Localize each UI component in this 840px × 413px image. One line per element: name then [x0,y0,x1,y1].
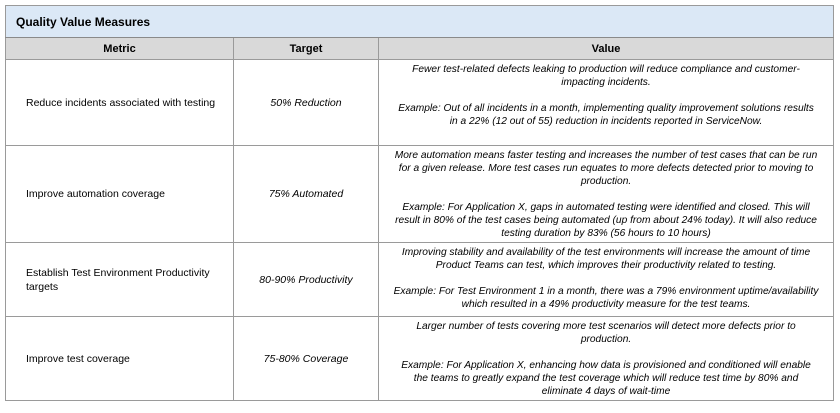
value-description: Larger number of tests covering more test scenarios will detect more defects prior to production. [416,321,796,345]
header-value: Value [379,38,834,60]
table-header-row [6,38,834,60]
value-cell [379,243,834,317]
value-example: Example: Out of all incidents in a month, implementing quality improvement solutions results in a 22% (12 out of 55) reduction in incidents reported in ServiceNow. [398,103,814,127]
value-example: Example: For Test Environment 1 in a month, there was a 79% environment uptime/availability which resulted in a 49% productivity measure for the test teams. [393,286,819,310]
quality-value-measures-table [5,5,834,401]
metric-cell: Establish Test Environment Productivity targets [6,243,234,317]
value-description: Improving stability and availability of the test environments will increase the amount of time Product Teams can test, which improves their productivity related to testing. [401,247,811,271]
value-example: Example: For Application X, enhancing how data is provisioned and conditioned will enable the teams to greatly expand the test coverage which will reduce test time by 80% and eliminate 4 days of wait-time [401,360,811,397]
metric-cell: Improve test coverage [6,317,234,401]
table-title: Quality Value Measures [6,6,834,38]
target-cell: 75% Automated [234,146,379,243]
value-cell [379,317,834,401]
quality-value-measures-table-frame [5,5,833,401]
value-example: Example: For Application X, gaps in automated testing were identified and closed. This will result in 80% of the test cases being automated (up from about 24% today). It will also reduce testing duration by 83% (56 hours to 10 hours) [395,202,817,239]
value-description: Fewer test-related defects leaking to production will reduce compliance and customer-impacting incidents. [412,64,800,88]
metric-cell: Reduce incidents associated with testing [6,60,234,146]
value-cell [379,60,834,146]
header-metric: Metric [6,38,234,60]
value-cell [379,146,834,243]
metric-cell: Improve automation coverage [6,146,234,243]
table-row [6,243,834,317]
target-cell: 75-80% Coverage [234,317,379,401]
target-cell: 50% Reduction [234,60,379,146]
table-row [6,60,834,146]
value-description: More automation means faster testing and increases the number of test cases that can be run for a given release. More test cases run equates to more defects detected prior to moving to production. [394,150,818,187]
table-row [6,146,834,243]
header-target: Target [234,38,379,60]
target-cell: 80-90% Productivity [234,243,379,317]
table-row [6,317,834,401]
